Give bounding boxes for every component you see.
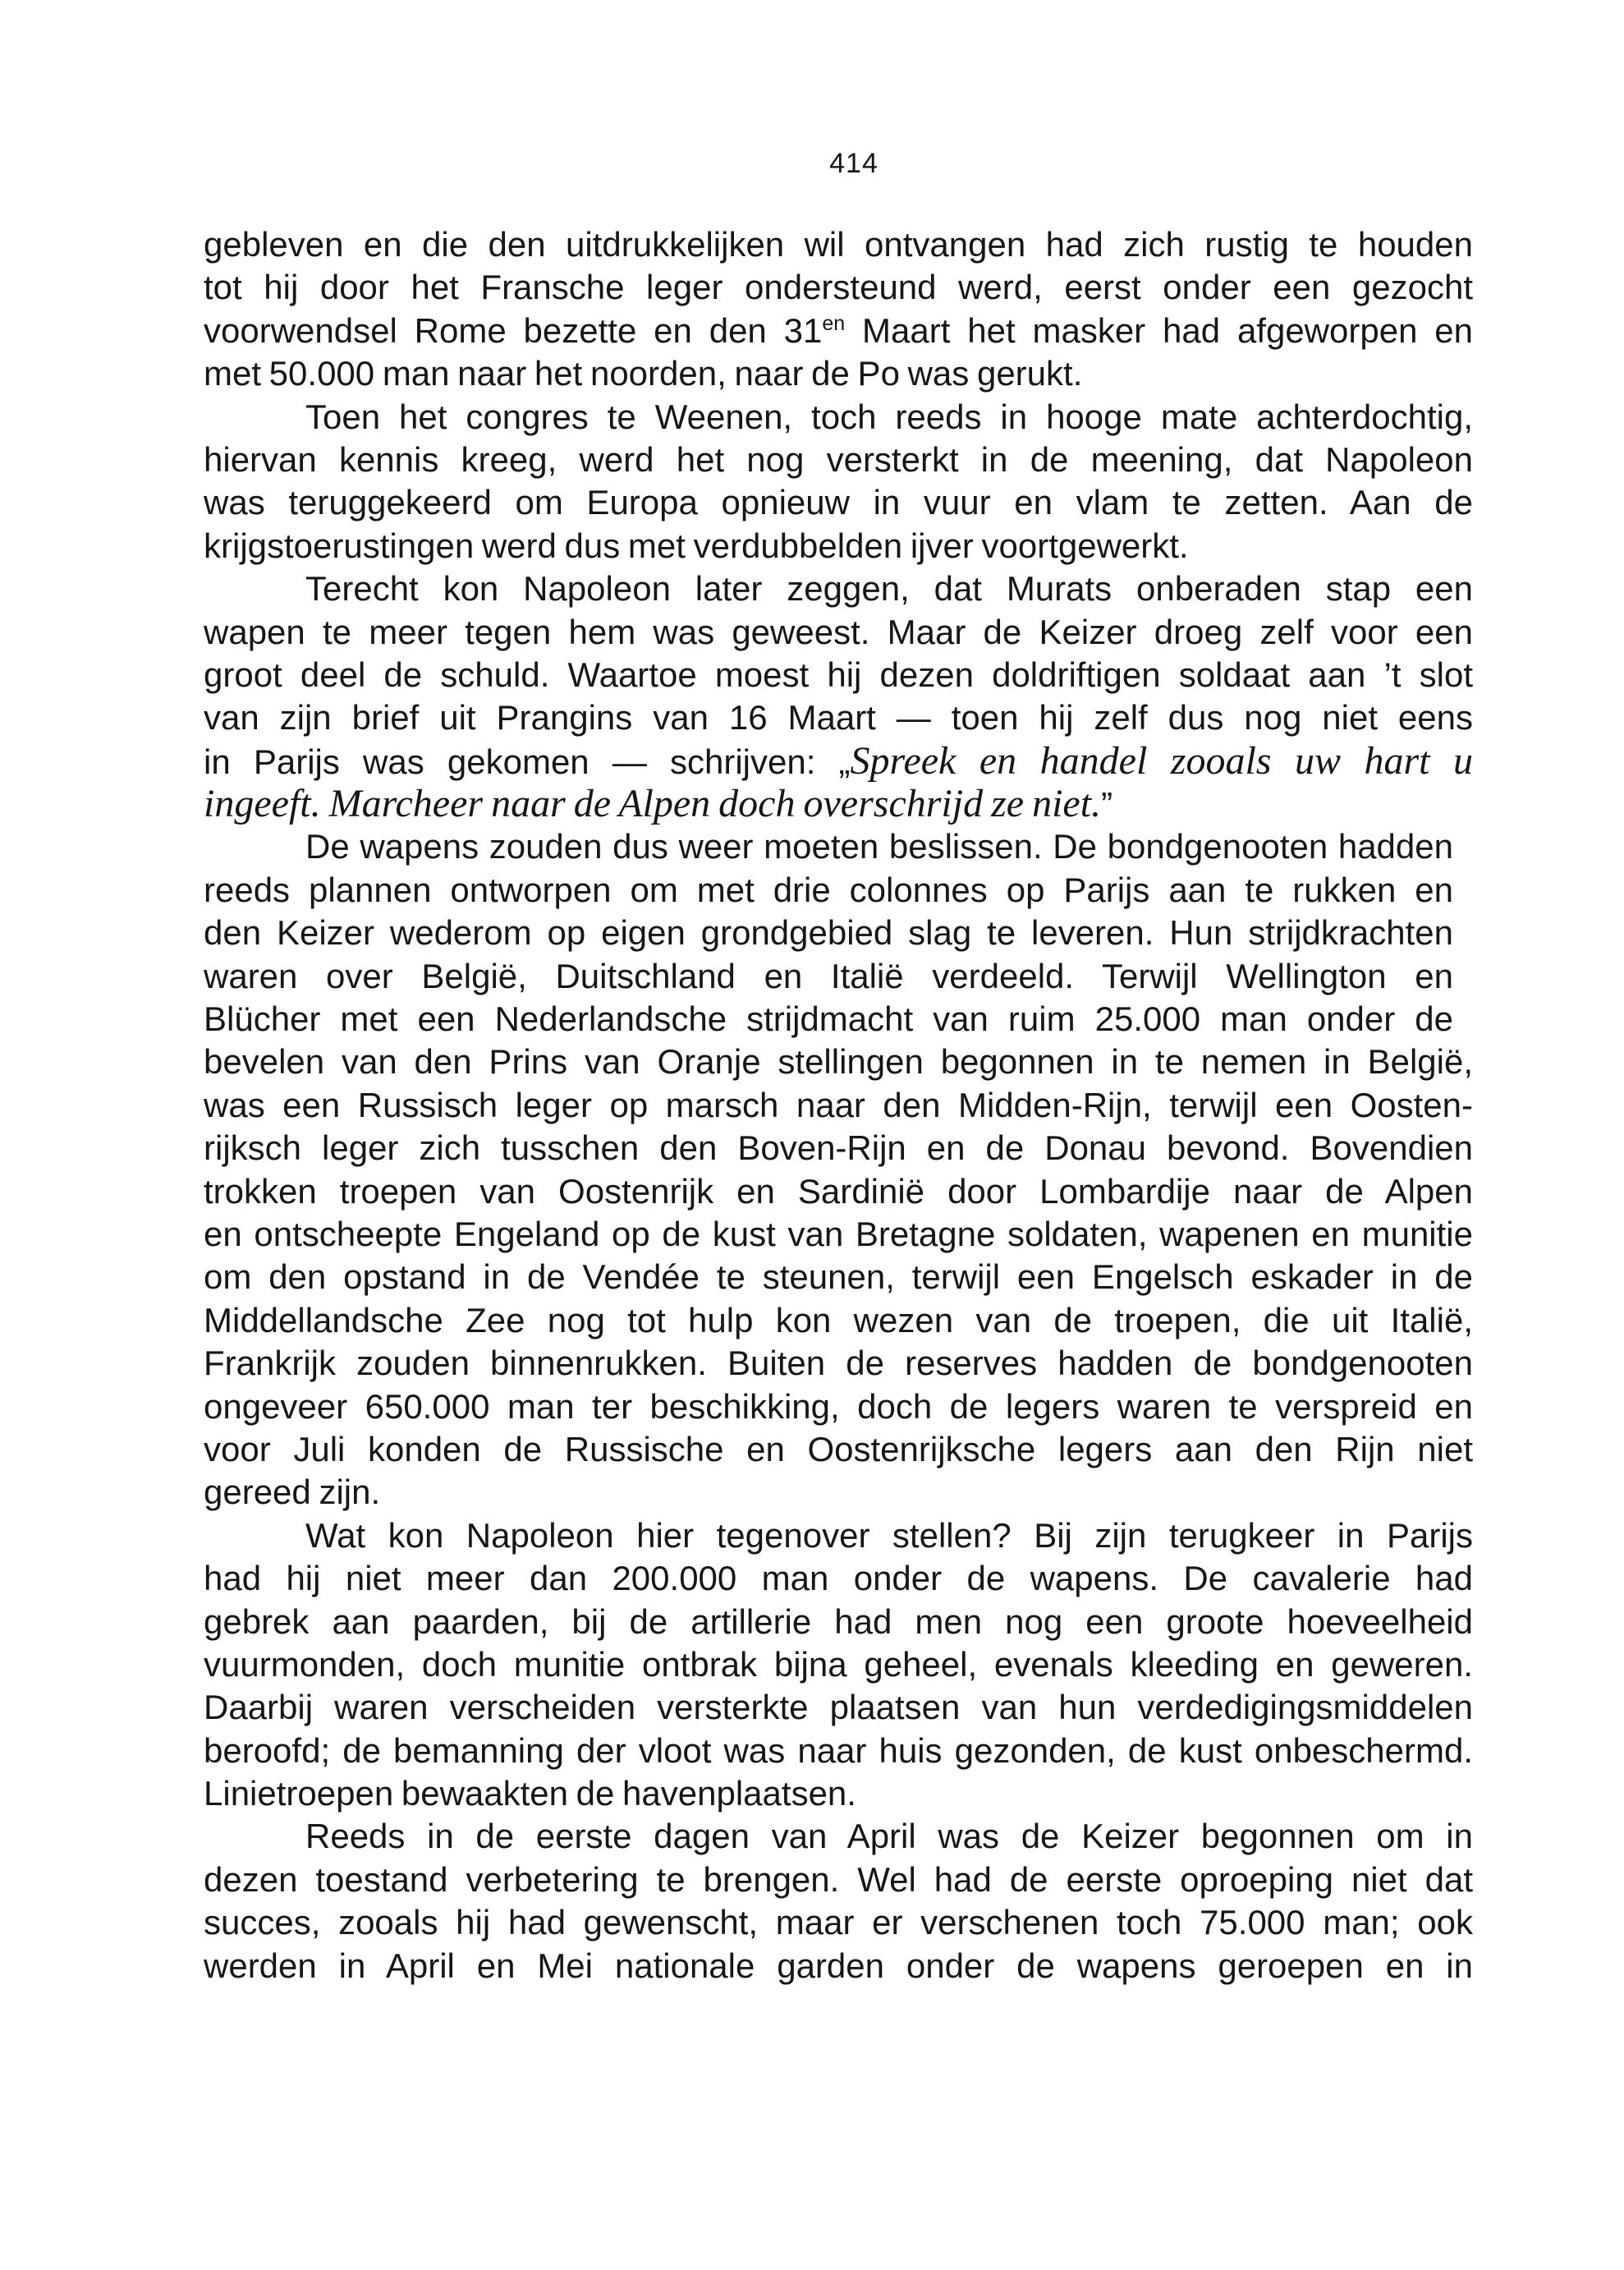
text-line: groot deel de schuld. Waartoe moest hij dezen doldriftigen soldaat aan ’t slot bbox=[204, 655, 1473, 694]
paragraph bbox=[204, 568, 1473, 825]
superscript-text: en bbox=[822, 311, 846, 335]
text-line: waren over België, Duitschland en Italië verdeeld. Terwijl Wellington en bbox=[204, 956, 1453, 995]
text-line: ongeveer 650.000 man ter beschikking, doch de legers waren te verspreid en bbox=[204, 1386, 1473, 1426]
paragraph bbox=[204, 1815, 1473, 1987]
paragraph bbox=[204, 396, 1473, 568]
italic-quote-text: ingeeft. Marcheer naar de Alpen doch overschrijd ze niet. bbox=[204, 782, 1102, 826]
text-body bbox=[204, 223, 1473, 1987]
text-segment: Maart het masker had afgeworpen en bbox=[845, 310, 1474, 350]
paragraph bbox=[204, 1514, 1473, 1816]
text-line: rijksch leger zich tusschen den Boven-Rijn en de Donau bevond. Bovendien bbox=[204, 1128, 1473, 1168]
text-line: hiervan kennis kreeg, werd het nog versterkt in de meening, dat Napoleon bbox=[204, 439, 1473, 479]
text-line: den Keizer wederom op eigen grondgebied slag te leveren. Hun strijdkrachten bbox=[204, 913, 1453, 953]
italic-quote-text: Spreek en handel zooals uw hart u bbox=[850, 738, 1474, 783]
text-line: Reeds in de eerste dagen van April was de Keizer begonnen om in bbox=[305, 1817, 1473, 1856]
text-line: wapen te meer tegen hem was geweest. Maar de Keizer droeg zelf voor een bbox=[204, 612, 1473, 651]
text-line: van zijn brief uit Prangins van 16 Maart — toen hij zelf dus nog niet eens bbox=[204, 698, 1473, 738]
text-line: Daarbij waren verscheiden versterkte plaatsen van hun verdedigingsmiddelen bbox=[204, 1688, 1473, 1727]
text-line: De wapens zouden dus weer moeten beslissen. De bondgenooten hadden bbox=[305, 827, 1453, 866]
text-line: gebleven en die den uitdrukkelijken wil ontvangen had zich rustig te houden bbox=[204, 225, 1473, 264]
text-line: Wat kon Napoleon hier tegenover stellen? Bij zijn terugkeer in Parijs bbox=[305, 1515, 1473, 1555]
text-line: bevelen van den Prins van Oranje stellingen begonnen in te nemen in België, bbox=[204, 1042, 1473, 1082]
text-line bbox=[204, 740, 1473, 783]
text-line: beroofd; de bemanning der vloot was naar huis gezonden, de kust onbeschermd. bbox=[204, 1730, 1473, 1770]
page-number: 414 bbox=[829, 148, 879, 179]
text-line bbox=[204, 783, 1473, 825]
text-line: had hij niet meer dan 200.000 man onder de wapens. De cavalerie had bbox=[204, 1559, 1473, 1598]
text-line: trokken troepen van Oostenrijk en Sardinië door Lombardije naar de Alpen bbox=[204, 1171, 1473, 1211]
text-line: Blücher met een Nederlandsche strijdmacht van ruim 25.000 man onder de bbox=[204, 999, 1453, 1039]
paragraph bbox=[204, 825, 1473, 1514]
text-line: met 50.000 man naar het noorden, naar de Po was gerukt. bbox=[204, 354, 1083, 393]
text-line: vuurmonden, doch munitie ontbrak bijna geheel, evenals kleeding en geweren. bbox=[204, 1644, 1473, 1684]
text-line: Middellandsche Zee nog tot hulp kon wezen van de troepen, die uit Italië, bbox=[204, 1300, 1473, 1339]
text-segment: ” bbox=[1101, 785, 1113, 825]
text-segment: in Parijs was gekomen — schrijven: „ bbox=[204, 742, 851, 781]
text-line: Frankrijk zouden binnenrukken. Buiten de reserves hadden de bondgenooten bbox=[204, 1344, 1473, 1383]
text-line: werden in April en Mei nationale garden onder de wapens geroepen en in bbox=[204, 1946, 1473, 1985]
paragraph bbox=[204, 223, 1473, 396]
text-line bbox=[204, 310, 1473, 352]
text-line: gereed zijn. bbox=[204, 1473, 381, 1512]
text-line: om den opstand in de Vendée te steunen, terwijl een Engelsch eskader in de bbox=[204, 1257, 1473, 1297]
text-line: Toen het congres te Weenen, toch reeds in hooge mate achterdochtig, bbox=[305, 397, 1473, 436]
text-line: dezen toestand verbetering te brengen. Wel had de eerste oproeping niet dat bbox=[204, 1859, 1473, 1899]
text-line: Terecht kon Napoleon later zeggen, dat Murats onberaden stap een bbox=[305, 569, 1473, 609]
text-segment: voorwendsel Rome bezette en den 31 bbox=[204, 310, 823, 350]
text-line: was teruggekeerd om Europa opnieuw in vuur en vlam te zetten. Aan de bbox=[204, 483, 1473, 522]
text-line: gebrek aan paarden, bij de artillerie had men nog een groote hoeveelheid bbox=[204, 1601, 1473, 1641]
text-line: succes, zooals hij had gewenscht, maar er verschenen toch 75.000 man; ook bbox=[204, 1903, 1473, 1942]
text-line: reeds plannen ontworpen om met drie colonnes op Parijs aan te rukken en bbox=[204, 870, 1453, 909]
text-line: was een Russisch leger op marsch naar den Midden-Rijn, terwijl een Oosten- bbox=[204, 1085, 1473, 1124]
text-line: voor Juli konden de Russische en Oostenrijksche legers aan den Rijn niet bbox=[204, 1429, 1473, 1468]
text-line: tot hij door het Fransche leger ondersteund werd, eerst onder een gezocht bbox=[204, 268, 1473, 307]
text-line: Linietroepen bewaakten de havenplaatsen. bbox=[204, 1774, 856, 1813]
text-line: krijgstoerustingen werd dus met verdubbelden ijver voortgewerkt. bbox=[204, 526, 1189, 565]
text-line: en ontscheepte Engeland op de kust van Bretagne soldaten, wapenen en munitie bbox=[204, 1214, 1473, 1253]
